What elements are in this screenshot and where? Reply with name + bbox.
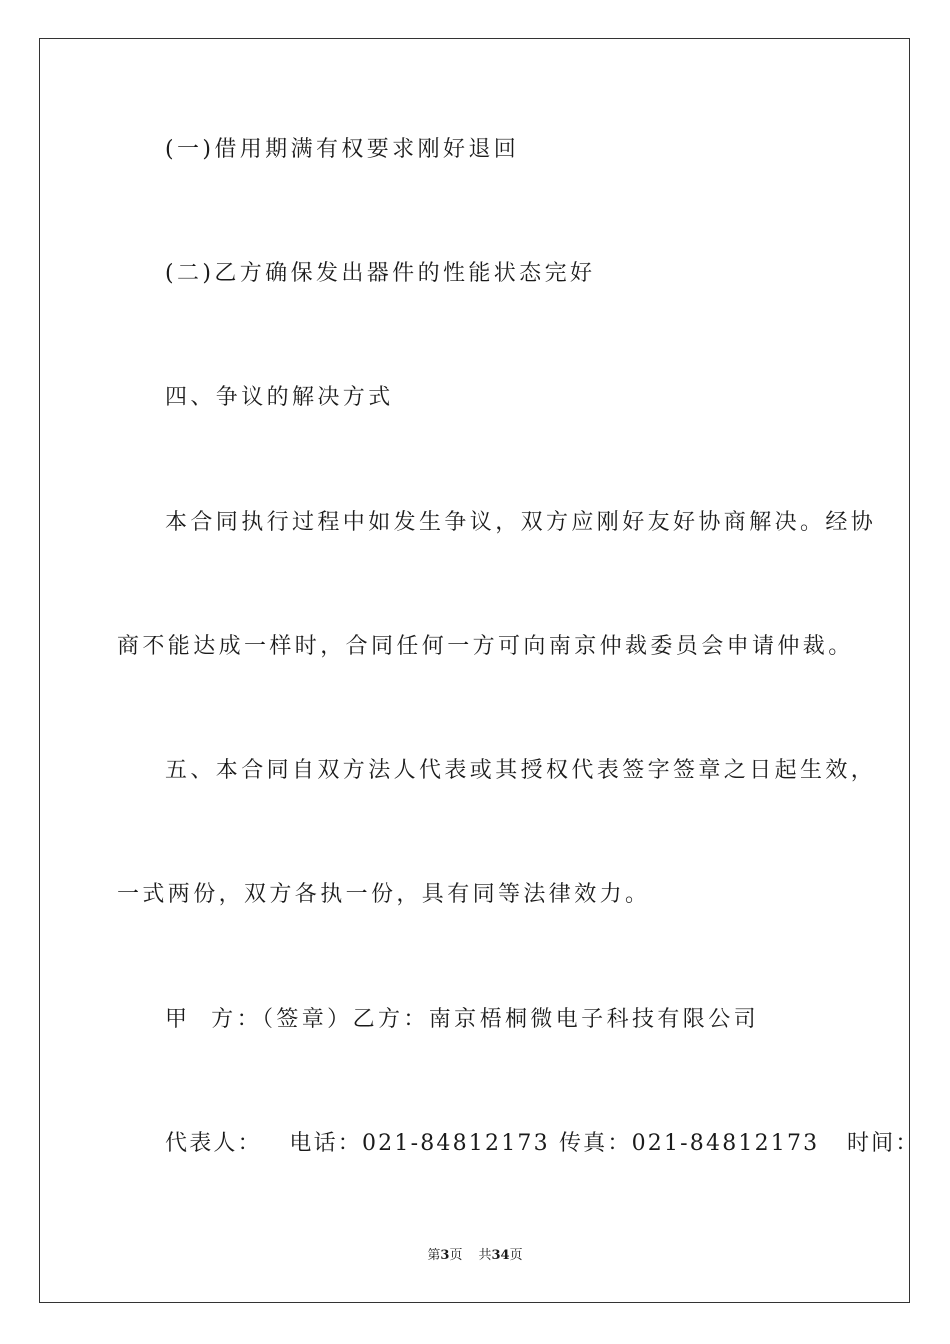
total-suffix: 页 <box>509 1248 523 1263</box>
page-suffix: 页 <box>449 1248 463 1263</box>
page-footer <box>0 1248 950 1264</box>
clause-item-2: (二)乙方确保发出器件的性能状态完好 <box>165 261 596 286</box>
section-heading-dispute: 四、争议的解决方式 <box>165 385 394 410</box>
page-number: 3 <box>440 1248 450 1263</box>
effect-paragraph-line-1: 五、本合同自双方法人代表或其授权代表签字签章之日起生效， <box>165 758 877 783</box>
page-prefix: 第 <box>427 1248 441 1263</box>
dispute-paragraph-line-1: 本合同执行过程中如发生争议，双方应刚好友好协商解决。经协 <box>165 510 877 535</box>
clause-item-1: (一)借用期满有权要求刚好退回 <box>165 137 520 162</box>
effect-paragraph-line-2: 一式两份，双方各执一份，具有同等法律效力。 <box>117 882 651 907</box>
page-border <box>39 38 910 1303</box>
total-prefix: 共 <box>478 1248 492 1263</box>
total-pages: 34 <box>491 1248 510 1263</box>
dispute-paragraph-line-2: 商不能达成一样时，合同任何一方可向南京仲裁委员会申请仲裁。 <box>117 634 854 659</box>
signature-parties-line: 甲 方：（签章）乙方：南京梧桐微电子科技有限公司 <box>165 1007 759 1032</box>
signature-contact-line: 代表人： 电话：021-84812173 传真：021-84812173 时间： <box>165 1131 920 1156</box>
